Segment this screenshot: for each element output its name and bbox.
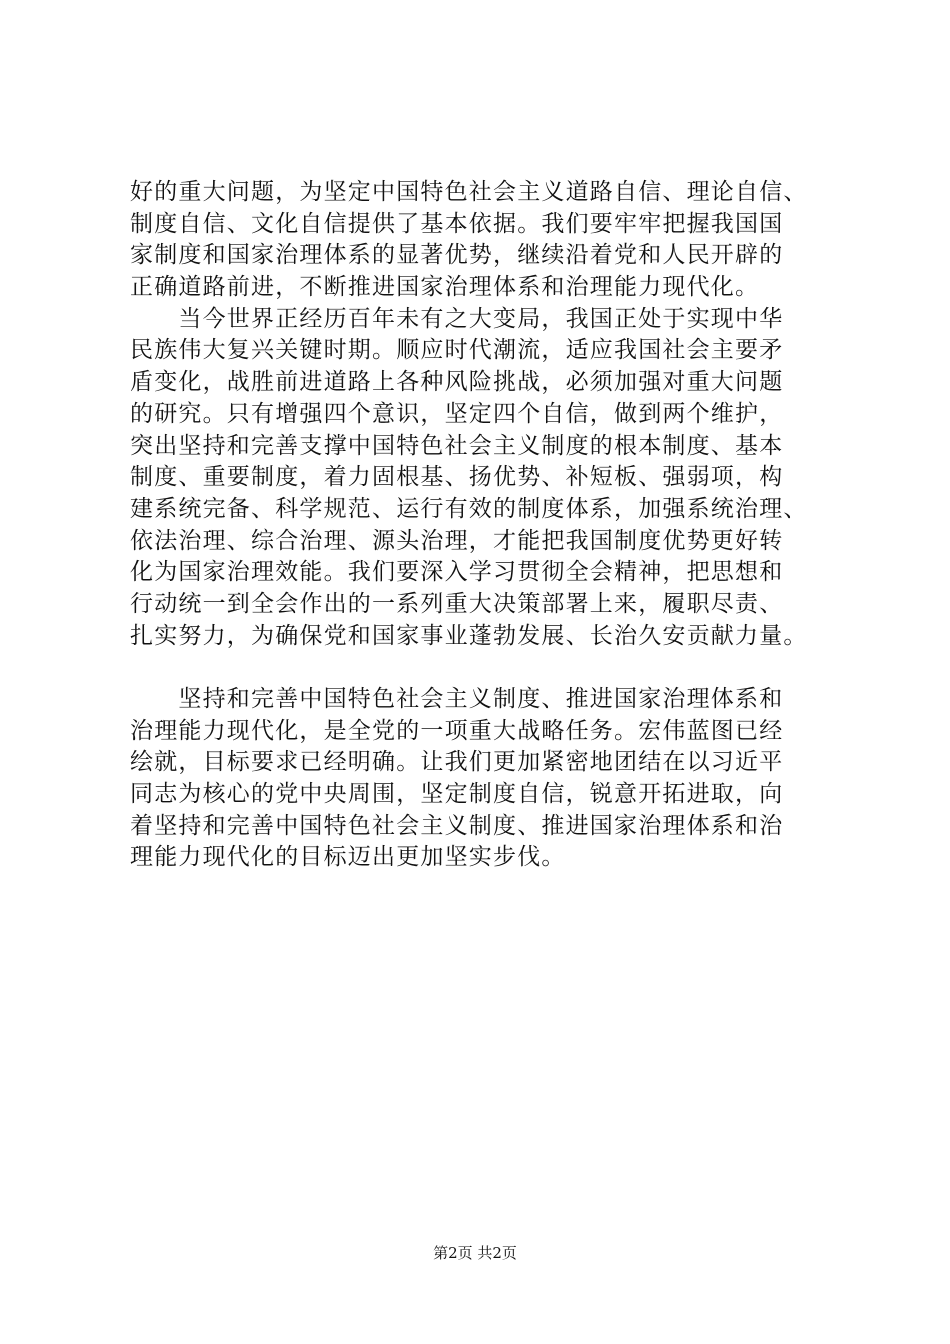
text-line: 民族伟大复兴关键时期。顺应时代潮流，适应我国社会主要矛 [130,337,784,364]
text-line: 化为国家治理效能。我们要深入学习贯彻全会精神，把思想和 [130,559,784,586]
text-line: 同志为核心的党中央周围，坚定制度自信，锐意开拓进取，向 [130,781,784,808]
text-line: 好的重大问题，为坚定中国特色社会主义道路自信、理论自信、 [130,179,808,205]
text-line: 当今世界正经历百年未有之大变局，我国正处于实现中华 [130,305,784,332]
text-line: 行动统一到全会作出的一系列重大决策部署上来，履职尽责、 [130,590,784,617]
text-line: 家制度和国家治理体系的显著优势，继续沿着党和人民开辟的 [130,242,784,269]
text-line: 理能力现代化的目标迈出更加坚实步伐。 [130,844,566,871]
text-line: 突出坚持和完善支撑中国特色社会主义制度的根本制度、基本 [130,432,784,459]
text-line: 正确道路前进，不断推进国家治理体系和治理能力现代化。 [130,274,760,301]
text-line: 着坚持和完善中国特色社会主义制度、推进国家治理体系和治 [130,812,784,839]
text-line: 盾变化，战胜前进道路上各种风险挑战，必须加强对重大问题 [130,369,784,396]
text-line: 扎实努力，为确保党和国家事业蓬勃发展、长治久安贡献力量。 [130,622,808,649]
text-line: 制度自信、文化自信提供了基本依据。我们要牢牢把握我国国 [130,210,784,237]
text-line: 依法治理、综合治理、源头治理，才能把我国制度优势更好转 [130,527,784,554]
text-line: 治理能力现代化，是全党的一项重大战略任务。宏伟蓝图已经 [130,717,784,744]
text-line: 的研究。只有增强四个意识，坚定四个自信，做到两个维护， [130,400,784,427]
page-number-footer: 第2页 共2页 [433,1244,517,1262]
text-line: 制度、重要制度，着力固根基、扬优势、补短板、强弱项，构 [130,464,784,491]
text-line: 坚持和完善中国特色社会主义制度、推进国家治理体系和 [130,686,784,712]
text-line: 绘就，目标要求已经明确。让我们更加紧密地团结在以习近平 [130,749,784,776]
text-line: 建系统完备、科学规范、运行有效的制度体系，加强系统治理、 [130,495,808,522]
body-text [130,177,850,874]
paragraph-gap [130,652,850,684]
